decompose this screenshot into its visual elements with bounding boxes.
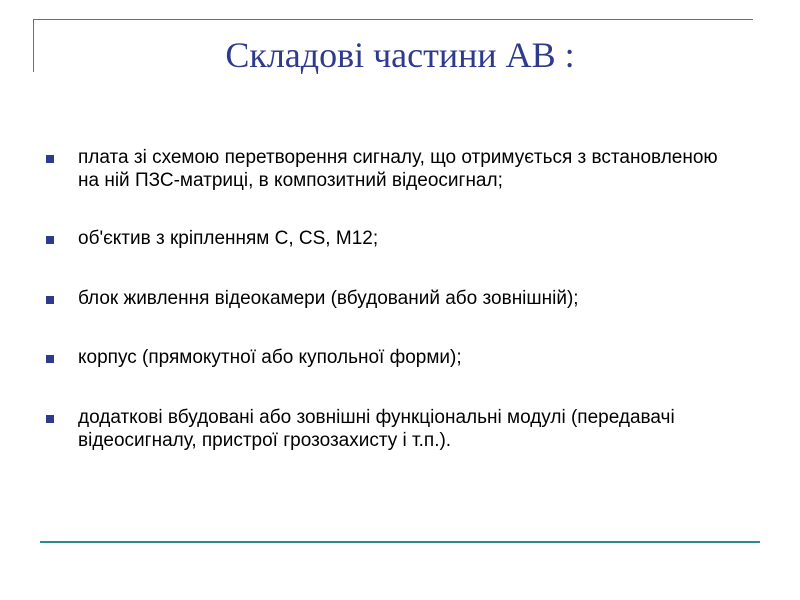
- square-bullet-icon: [46, 155, 54, 163]
- bullet-text: корпус (прямокутної або купольної форми);: [78, 347, 462, 368]
- square-bullet-icon: [46, 236, 54, 244]
- square-bullet-icon: [46, 296, 54, 304]
- square-bullet-icon: [46, 355, 54, 363]
- bullet-item: [42, 287, 722, 310]
- bullet-list: [42, 146, 722, 487]
- top-rule: [33, 19, 753, 20]
- bullet-text: додаткові вбудовані або зовнішні функціональні модулі (передавачі відеосигналу, пристрої грозозахисту і т.п.).: [78, 407, 675, 451]
- bullet-text: об'єктив з кріпленням С, CS, М12;: [78, 228, 379, 249]
- square-bullet-icon: [46, 415, 54, 423]
- bottom-rule: [40, 541, 760, 543]
- bullet-item: [42, 227, 722, 250]
- bullet-text: блок живлення відеокамери (вбудований або зовнішній);: [78, 288, 579, 309]
- bullet-item: [42, 406, 722, 452]
- bullet-item: [42, 146, 722, 192]
- bullet-item: [42, 346, 722, 369]
- bullet-text: плата зі схемою перетворення сигналу, що отримується з встановленою на ній ПЗС-матриці, в композитний відеосигнал;: [78, 147, 718, 191]
- slide-title: Складові частини АВ :: [225, 35, 575, 75]
